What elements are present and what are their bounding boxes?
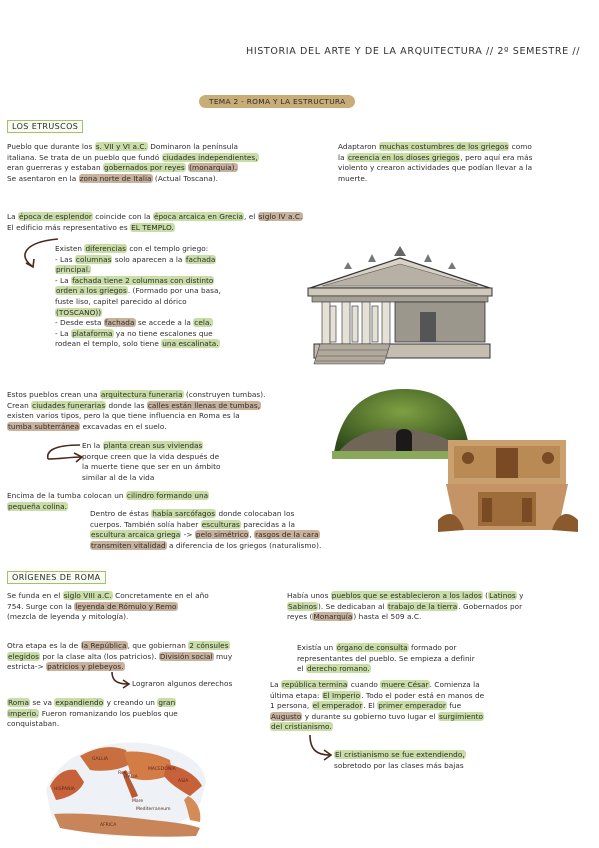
expansion-text: Roma se va expandiendo y creando un gran imperio. Fueron romanizando los pueblos que conquistaban. [7,698,178,729]
tomb-cylinder-text: Encima de la tumba colocan un cilindro formando una pequeña colina. [7,491,209,511]
map-label: MACEDONIA [148,767,176,772]
rights-text: Lograron algunos derechos [132,679,233,688]
plant-homes-text: En la planta crean sus viviendas porque creen que la vida después de la muerte tiene que ser en un ámbito similar al de la vida [82,441,221,482]
rome-foundation-text: Se funda en el siglo VIII a.C. Concretamente en el año 754. Surge con la leyenda de Rómulo y Remo (mezcla de leyenda y mitología). [7,591,209,622]
etruscos-splendor-text: La época de esplendor coincide con la época arcaica en Grecia, el siglo IV a.C. El edificio más representativo es EL TEMPLO. [7,212,303,232]
temple-differences-text: Existen diferencias con el templo griego: - Las columnas solo aparecen a la fachada principal. - La fachada tiene 2 columnas con distinto orden a los griegos. (Formado por una basa, fuste liso, capitel parecido al dórico (TOSCANO)) - Desde esta fachada se accede a la cela. - La plataforma ya no tiene escalones que rodean el templo, solo tiene una escalinata. [55,244,221,349]
map-label: AFRICA [100,823,117,828]
rome-peoples-text: Había unos pueblos que se establecieron a los lados (Latinos y Sabinos). Se dedicaban al trabajo de la tierra. Gobernados por reyes (Monarquía) hasta el 509 a.C. [287,591,524,622]
funerary-architecture-text: Estos pueblos crean una arquitectura funeraria (construyen tumbas). Crean ciudades funerarias donde las calles están llenas de tumbas, existen varios tipos, pero la que tiene influencia en Roma es la tumba subterránea excavadas en el suelo. [7,390,266,431]
map-label: Mediterraneum [136,807,171,812]
etruscos-intro-text: Pueblo que durante los s. VII y VI a.C. Dominaron la península italiana. Se trata de un pueblo que fundó ciudades independientes, eran guerreras y estaban gobernados por reyes (monarquía). Se asentaron en la zona norte de Italia (Actual Toscana). [7,142,258,183]
section-heading-roma: ORÍGENES DE ROMA [7,571,106,584]
roman-empire-map [40,730,210,842]
curved-arrow-icon [306,735,336,765]
etruscos-customs-text: Adaptaron muchas costumbres de los griegos como la creencia en los dioses griegos, pero aquí era más violento y crearon actividades que podían llevar a la muerte. [338,142,533,183]
map-label: ITALIA [124,775,138,780]
empire-text: La república termina cuando muere César. Comienza la última etapa: El Imperio. Todo el poder está en manos de 1 persona, el emperador. El primer emperador fue Augusto y durante su gobierno tuvo lugar el surgimiento del cristianismo. [270,680,485,732]
map-label: GALLIA [92,757,108,762]
map-label: Roma [118,771,131,776]
topic-title: TEMA 2 - ROMA Y LA ESTRUCTURA [199,95,355,108]
republic-text: Otra etapa es la de la República, que gobiernan 2 cónsules elegidos por la clase alta (los patricios). División social muy estricta-> patricios y plebeyos. [7,641,233,672]
sarcophagus-sculpture-text: Dentro de éstas había sarcófagos donde colocaban los cuerpos. También solía haber esculturas parecidas a la escultura arcaica griega -> pelo simétrico, rasgos de la cara transmiten vitalidad a diferencia de los griegos (naturalismo). [90,509,322,550]
temple-illustration [300,240,500,370]
section-heading-etruscos: LOS ETRUSCOS [7,120,83,133]
map-label: HISPANIA [54,787,75,792]
map-label: ASIA [178,779,189,784]
christianity-text: El cristianismo se fue extendiendo, sobretodo por las clases más bajas [334,750,465,770]
page-header-title: HISTORIA DEL ARTE Y DE LA ARQUITECTURA // 2º SEMESTRE // [246,46,581,57]
consultation-organ-text: Existía un órgano de consulta formado por representantes del pueblo. Se empieza a definir el derecho romano. [297,643,475,674]
map-label: Mare [132,799,144,804]
sarcophagus-photo [438,440,578,540]
